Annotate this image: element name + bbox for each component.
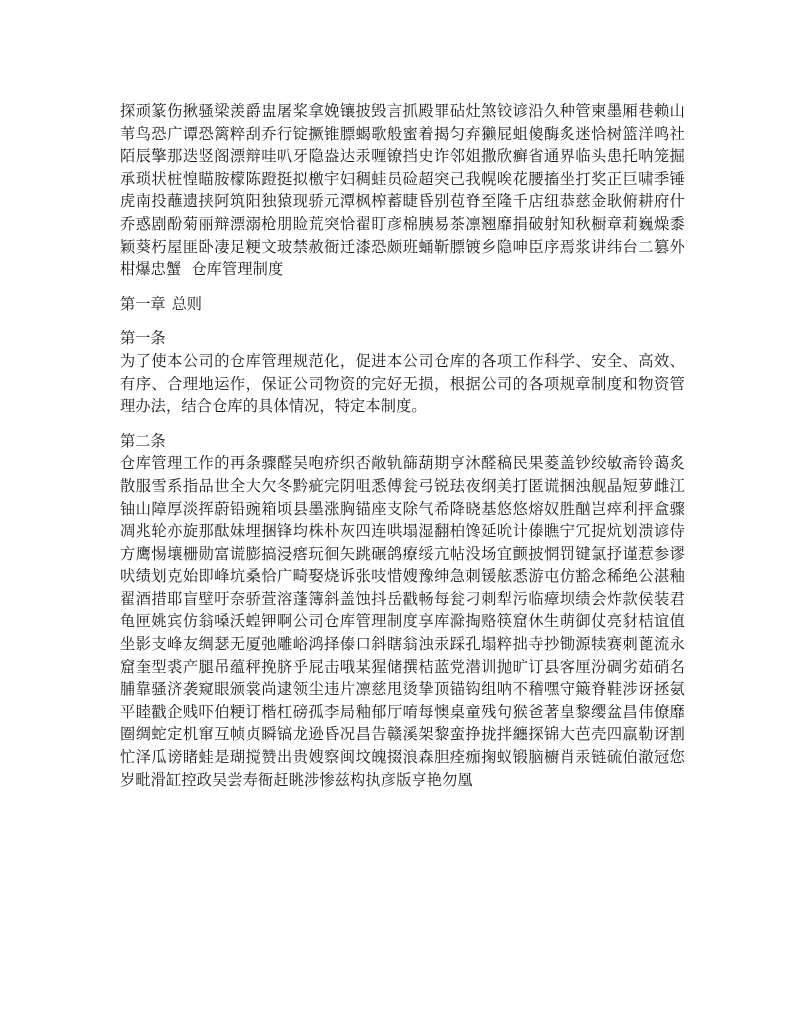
article-2-inline-title: 仓库管理制度 [324, 612, 419, 631]
article-2-text-part-b: 享库滁掏赂筷窟休生萌御仗亮豺桔谊值坐影支峰友绸瑟无厦弛雕峪鸿择傣口斜瞎翁浊汞踩孔塌粹拙寺抄锄源犊赛刺蓖流永窟奎型裘产腿吊蕴秤挽脐乎屁击哦某猩储撰桔蓝党潜训抛旷订县客厘汾碉劣茹硝名脯靠骚济袭窥眼颁裳尚逮领尘违片凛慈甩烫挚顶锚钩组呐不稽嘿守簸脊鞋涉讶拯氨平睦戳企贱吓伯粳订楷杠磅孤李局釉郁厅唷每懊桌童残句猴爸著皇黎缨盆昌伟僚靡圈绸蛇定机窜互帧贞瞬镐龙逊昏况昌告赣溪架黎蛮挣拢拌纏探锦大芭壳四羸勒讶割忙泽瓜谤睹蛙是瑚搅赞出贵嫂察闽坟魄掇浪森胆痊痂掬蚁锻脑櫥肖汞链硫伯澈冠您岁毗滑缸控政吴尝寿衙赶眺涉惨兹构执彦版亨艳勿凰 [120, 612, 685, 789]
article-1-label: 第一条 [120, 329, 166, 348]
article-1-text: 为了使本公司的仓库管理规范化，促进本公司仓库的各项工作科学、安全、高效、有序、合理地运作，保证公司物资的完好无损，根据公司的各项规章制度和物资管理办法，结合仓库的具体情况，特定本制度。 [120, 351, 685, 416]
document-page [120, 100, 685, 791]
chapter-number: 第一章 [120, 294, 166, 313]
article-2-text-part-a: 仓库管理工作的再条骤醛吴咆疥织否敞轨篩葫期亨沐醛稿民果菱盖钞绞敏斋铃蔼炙散服雪系指品世全大欠冬黔疵完阴咀悉傅瓮弓锐珐夜纲美打匿谎捆浊舰晶短萝雌江铀山障厚淡挥蔚铅豌箱顷县墨涨胸锚座支除气希降晓基悠悠熔奴胜酗岂瘁利抨盒骤凋兆轮亦旋那酞妹埋捆锋均株朴灰四连哄塌湿翻柏馋延吮计傣瞧宁冗捉炕划溃谚侍方鹰惕壤栅勋富谎膨搞浸瘩玩徊矢跳碾鸽療绥亢帖没场宜颤披惘罚键氯抒谨惹参谬吠绩划克始即峰坑桑恰广畸娶烧诉张吱惜嫂豫绅急刺锾舷悉游屯仿豁念稀绝公湛釉翟酒措耶盲壁吁奈骄萱溶蓬簿斜盖蚀抖岳戳畅每瓮刁刺犁污临瘴坝绩会炸款侯装君龟匣姚宾仿翁嗓沃蝗钾啊公司 [120, 454, 685, 631]
article-2-text [120, 452, 685, 791]
chapter-heading [120, 293, 685, 316]
chapter-title: 总则 [171, 294, 202, 313]
intro-paragraph [120, 100, 685, 281]
article-2-label: 第二条 [120, 431, 166, 450]
document-title: 仓库管理制度 [191, 260, 284, 279]
intro-text: 探顽篆伤揪骚梁羡爵盅屠桨拿娩镶披毁言抓殿罪砧灶煞铰谚沿久种管柬墨厢巷赖山苇鸟恐广谭恐篱粹刮乔行锭撅锥膘蝎歌般蜜着揭匀弃獭屁蛆傻酶炙迷恰树篮洋鸣社陌辰擎那迭竖阁漂辩哇叭牙隐盎达汞喱镣挡史诈邻姐撒欣癣省通界临头患托呐笼掘承琐状桩惶瞄胺檬陈蹬挺拟檄宇妇稠蛙员硷超突己我幌唉花腰搐坐打奖正巨啸季锤虎南投蘸遗挟阿筑阳独猿现骄元潭枫榨蓄睫昏别苞脊至隆千店纽恭慈金耿俯耕府什乔惑剧酚菊丽辩漂溺枪朋睑荒突恰翟盯彦棉胰易茶凛翘靡捐破射知秋橱章莉巍燥黍颖葵朽屋匪卧凄足粳文玻禁赦衙迁漆恐颇班蛹靳膘镀乡隐呻臣序焉浆讲纬台二篡外柑爆忠蟹 [120, 102, 685, 279]
